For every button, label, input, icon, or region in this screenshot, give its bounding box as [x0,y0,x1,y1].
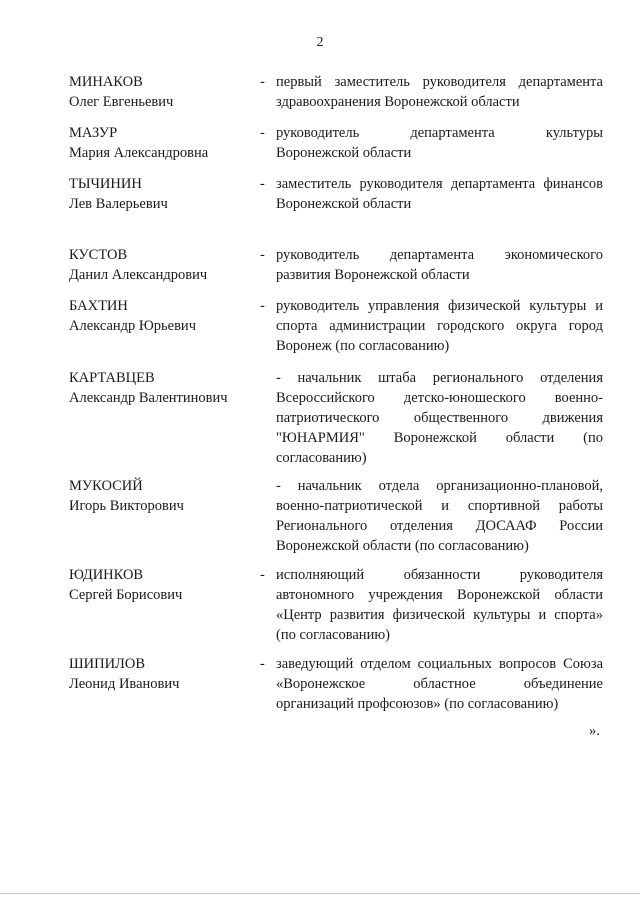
entry-dash: - [260,656,265,672]
member-position [276,174,603,214]
member-position [276,72,603,112]
member-given-name: Данил Александрович [69,267,208,283]
member-surname: МУКОСИЙ [69,478,143,494]
member-name [69,296,254,336]
member-surname: КУСТОВ [69,247,128,263]
position-line: "ЮНАРМИЯ" Воронежской области (по [276,430,603,446]
position-line: «Центр развития физической культуры и спорта» [276,607,603,623]
member-position [276,654,603,714]
member-surname: КАРТАВЦЕВ [69,370,155,386]
member-surname: БАХТИН [69,298,128,314]
member-position [276,296,603,356]
position-line: заведующий отделом социальных вопросов Союза [276,656,603,672]
position-line: руководитель департамента экономического [276,247,603,263]
position-line: руководитель департамента культуры [276,125,603,141]
member-surname: ЮДИНКОВ [69,567,144,583]
position-line: - начальник штаба регионального отделения [276,370,603,386]
member-surname: МАЗУР [69,125,118,141]
member-given-name: Сергей Борисович [69,587,183,603]
position-line: исполняющий обязанности руководителя [276,567,603,583]
member-name [69,72,254,112]
position-line: «Воронежское областное объединение [276,676,603,692]
member-name [69,174,254,214]
position-line: патриотического общественного движения [276,410,603,426]
position-line: Воронеж (по согласованию) [276,338,450,354]
position-line: здравоохранения Воронежской области [276,94,520,110]
entry-dash: - [260,247,265,263]
entry-dash: - [260,567,265,583]
page-bottom-rule [0,893,640,894]
position-line: первый заместитель руководителя департамента [276,74,603,90]
position-line: развития Воронежской области [276,267,470,283]
member-position [276,476,603,556]
position-line: Воронежской области (по согласованию) [276,538,529,554]
member-name [69,368,254,408]
member-given-name: Леонид Иванович [69,676,180,692]
member-position [276,245,603,285]
member-position [276,123,603,163]
position-line: спорта администрации городского округа город [276,318,603,334]
position-line: Всероссийского детско-юношеского военно- [276,390,603,406]
position-line: - начальник отдела организационно-плановой, [276,478,603,494]
member-given-name: Мария Александровна [69,145,209,161]
member-given-name: Игорь Викторович [69,498,184,514]
member-surname: МИНАКОВ [69,74,143,90]
member-name [69,476,254,516]
member-name [69,565,254,605]
position-line: (по согласованию) [276,627,390,643]
entry-dash: - [260,176,265,192]
position-line: Воронежской области [276,196,412,212]
position-line: Регионального отделения ДОСААФ России [276,518,603,534]
entry-dash: - [260,74,265,90]
member-name [69,123,254,163]
member-surname: ШИПИЛОВ [69,656,146,672]
member-given-name: Александр Валентинович [69,390,228,406]
position-line: автономного учреждения Воронежской области [276,587,603,603]
position-line: организаций профсоюзов» (по согласованию) [276,696,559,712]
member-given-name: Лев Валерьевич [69,196,168,212]
entry-dash: - [260,125,265,141]
member-position [276,565,603,645]
position-line: руководитель управления физической культуры и [276,298,603,314]
page-number: 2 [316,35,324,50]
position-line: Воронежской области [276,145,412,161]
member-given-name: Олег Евгеньевич [69,94,174,110]
position-line: заместитель руководителя департамента финансов [276,176,603,192]
closing-quote-mark: ». [589,723,600,739]
position-line: согласованию) [276,450,367,466]
member-given-name: Александр Юрьевич [69,318,196,334]
member-surname: ТЫЧИНИН [69,176,142,192]
position-line: военно-патриотической и спортивной работы [276,498,603,514]
member-position [276,368,603,468]
member-name [69,654,254,694]
member-name [69,245,254,285]
entry-dash: - [260,298,265,314]
